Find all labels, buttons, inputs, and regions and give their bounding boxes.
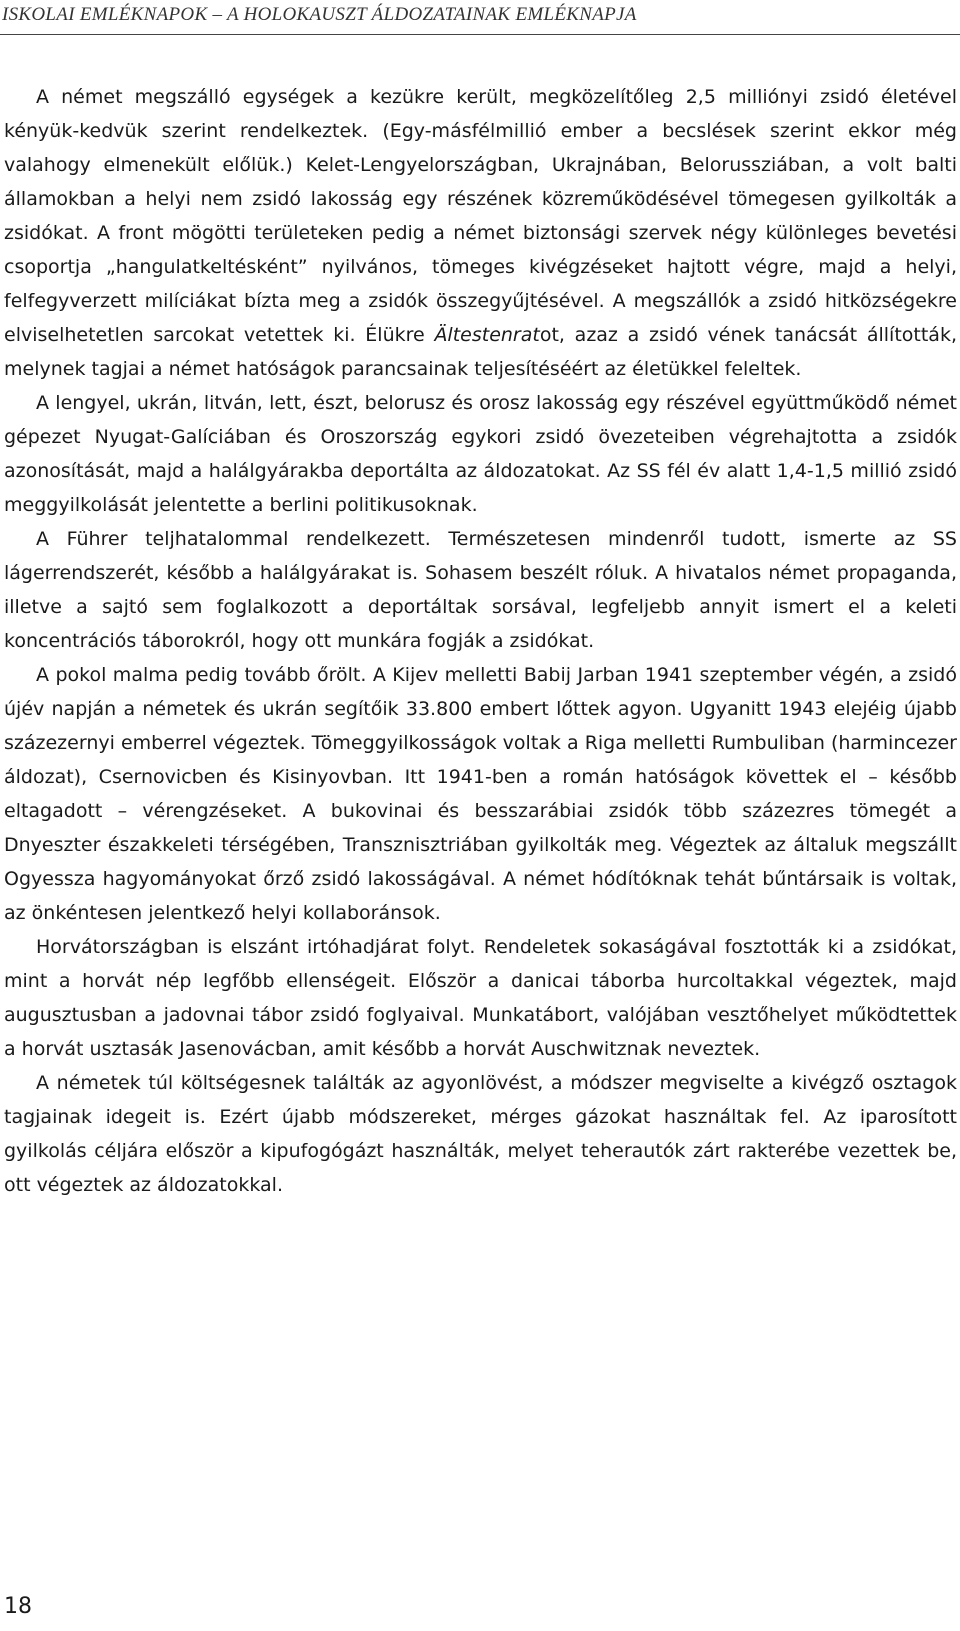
italic-term: Ältestenrat: [434, 324, 540, 346]
paragraph: A németek túl költségesnek találták az agyonlövést, a módszer megviselte a kivégző osztagok tagjainak idegeit is. Ezért újabb módszereket, mérges gázokat használtak fel. Az iparosított gyilkolás céljára először a kipufogógázt használták, melyet teherautók zárt rakterébe vezettek be, ott végeztek az áldozatokkal.: [4, 1072, 957, 1196]
paragraph-text: A német megszálló egységek a kezükre került, megközelítőleg 2,5 milliónyi zsidó életével kényük-kedvük szerint rendelkeztek. (Egy-másfélmillió ember a becslések szerint ekkor még valahogy elmenekült előlük.) Kelet-Lengyelországban, Ukrajnában, Belorussziában, a volt balti államokban a helyi nem zsidó lakosság egy részének közreműködésével tömegesen gyilkolták a zsidókat. A front mögötti területeken pedig a német biztonsági szervek négy különleges bevetési csoportja „hangulatkeltésként” nyilvános, tömeges kivégzéseket hajtott végre, majd a helyi, felfegyverzett milíciákat bízta meg a zsidók összegyűjtésével. A megszállók a zsidó hitközségekre elviselhetetlen sarcokat vetettek ki. Élükre: [4, 86, 957, 346]
header-divider: [0, 34, 960, 35]
paragraph: [4, 80, 957, 386]
paragraph: Horvátországban is elszánt irtóhadjárat folyt. Rendeletek sokaságával fosztották ki a zsidókat, mint a horvát nép legfőbb ellenségeit. Először a danicai táborba hurcoltakkal végeztek, majd augusztusban a jadovnai tábor zsidó foglyaival. Munkatábort, valójában vesztőhelyet működtettek a horvát usztasák Jasenovácban, amit később a horvát Auschwitznak neveztek.: [4, 936, 957, 1060]
running-header: ISKOLAI EMLÉKNAPOK – A HOLOKAUSZT ÁLDOZATAINAK EMLÉKNAPJA: [2, 4, 637, 25]
paragraph: A lengyel, ukrán, litván, lett, észt, belorusz és orosz lakosság egy részével együttműködő német gépezet Nyugat-Galíciában és Oroszország egykori zsidó övezeteiben végrehajtotta a zsidók azonosítását, majd a halálgyárakba deportálta az áldozatokat. Az SS fél év alatt 1,4-1,5 millió zsidó meggyilkolását jelentette a berlini politikusoknak.: [4, 392, 957, 516]
paragraph-text: ot, azaz a zsidó vének tanácsát állították, melynek tagjai a német hatóságok parancsainak teljesítéséért az életükkel feleltek.: [4, 324, 957, 380]
page-number: 18: [4, 1594, 32, 1619]
body-text: [4, 80, 957, 1202]
paragraph: A Führer teljhatalommal rendelkezett. Természetesen mindenről tudott, ismerte az SS lágerrendszerét, később a halálgyárakat is. Sohasem beszélt róluk. A hivatalos német propaganda, illetve a sajtó sem foglalkozott a deportáltak sorsával, legfeljebb annyit ismert el a keleti koncentrációs táborokról, hogy ott munkára fogják a zsidókat.: [4, 528, 957, 652]
paragraph: A pokol malma pedig tovább őrölt. A Kijev melletti Babij Jarban 1941 szeptember végén, a zsidó újév napján a németek és ukrán segítőik 33.800 embert lőttek agyon. Ugyanitt 1943 elejéig újabb százezernyi emberrel végeztek. Tömeggyilkosságok voltak a Riga melletti Rumbuliban (harmincezer áldozat), Csernovicben és Kisinyovban. Itt 1941-ben a román hatóságok követtek el – később eltagadott – vérengzéseket. A bukovinai és besszarábiai zsidók több százezres tömegét a Dnyeszter északkeleti térségében, Transznisztriában gyilkolták meg. Végeztek az általuk megszállt Ogyessza hagyományokat őrző zsidó lakosságával. A német hódítóknak tehát bűntársaik is voltak, az önkéntesen jelentkező helyi kollaboránsok.: [4, 664, 957, 924]
